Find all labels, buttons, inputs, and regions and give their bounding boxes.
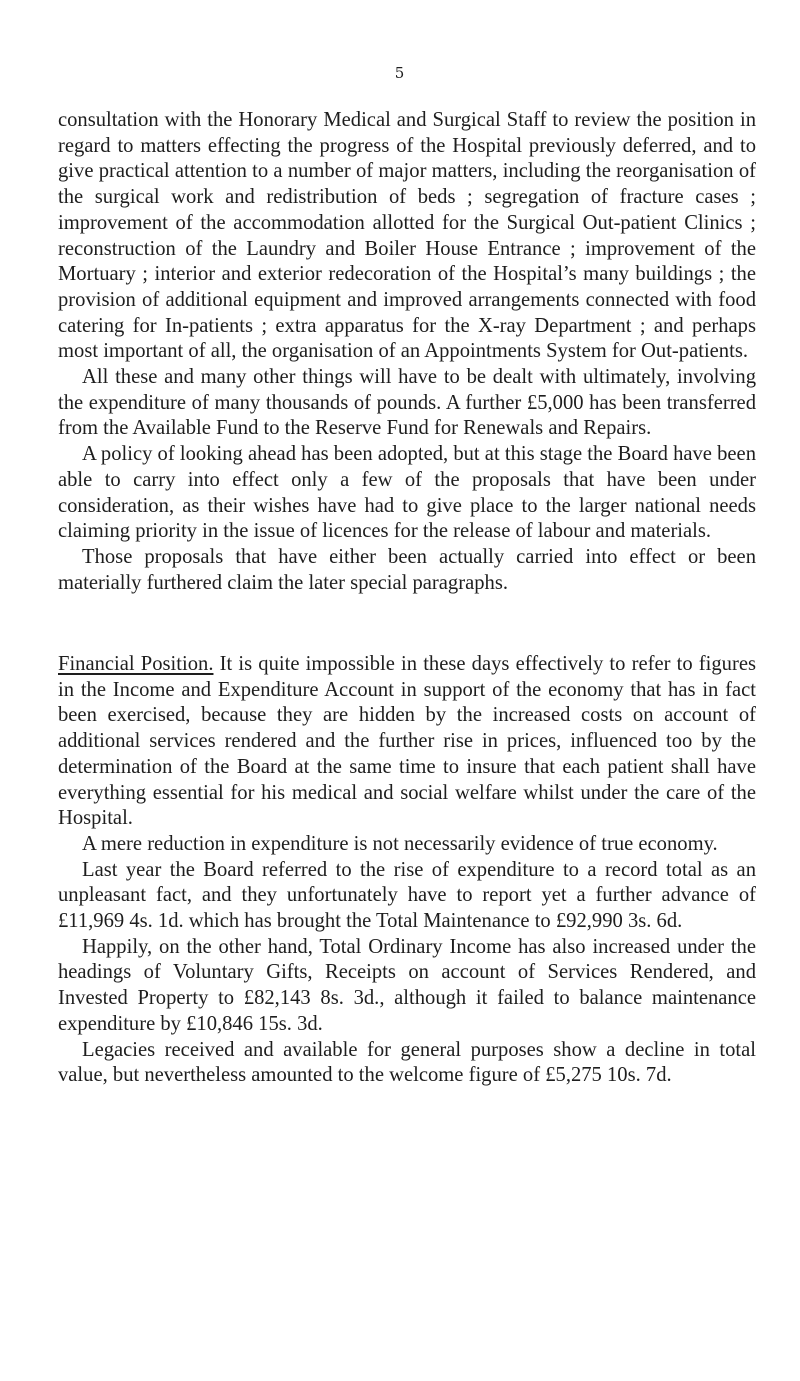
financial-position-section	[58, 652, 756, 1089]
paragraph-financial-intro	[58, 652, 756, 832]
section-heading-financial-position: Financial Position.	[58, 653, 214, 675]
paragraph-legacies: Legacies received and available for general purposes show a decline in total value, but nevertheless amounted to the welcome figure of £5,275 10s. 7d.	[58, 1038, 756, 1087]
paragraph-economy: A mere reduction in expenditure is not necessarily evidence of true economy.	[82, 832, 718, 855]
paragraph-future-expenditure: All these and many other things will have to be dealt with ultimately, involving the expenditure of many thousands of pounds. A further £5,000 has been transferred from the Available Fund to the Reserve Fund for Renewals and Repairs.	[58, 366, 756, 440]
opening-text-block	[58, 108, 756, 596]
financial-intro-text: It is quite impossible in these days effectively to refer to figures in the Income and Expenditure Account in support of the economy that has in fact been exercised, because they are hidden by the increased costs on account of additional services rendered and the further rise in prices, influenced too by the determination of the Board at the same time to insure that each patient shall have everything essential for his medical and social welfare whilst under the care of the Hospital.	[58, 653, 756, 830]
page-number: 5	[394, 64, 406, 82]
paragraph-policy: A policy of looking ahead has been adopted, but at this stage the Board have been able to carry into effect only a few of the proposals that have been under consideration, as their wishes have had to give place to the larger national needs claiming priority in the issue of licences for the release of labour and materials.	[58, 443, 756, 543]
paragraph-proposals: Those proposals that have either been actually carried into effect or been materially furthered claim the later special paragraphs.	[58, 545, 756, 594]
paragraph-consultation: consultation with the Honorary Medical and Surgical Staff to review the position in regard to matters effecting the progress of the Hospital previously deferred, and to give practical attention to a number of major matters, including the reorganisation of the surgical work and redistribution of beds ; segregation of fracture cases ; improvement of the accommodation allotted for the Surgical Out-patient Clinics ; reconstruction of the Laundry and Boiler House Entrance ; improvement of the Mortuary ; interior and exterior redecoration of the Hospital’s many buildings ; the provision of additional equipment and improved arrangements connected with food catering for In-patients ; extra apparatus for the X-ray Department ; and perhaps most important of all, the organisation of an Appointments System for Out-patients.	[58, 109, 756, 363]
paragraph-maintenance: Last year the Board referred to the rise of expenditure to a record total as an unpleasant fact, and they unfortunately have to report yet a further advance of £11,969 4s. 1d. which has brought the Total Maintenance to £92,990 3s. 6d.	[58, 858, 756, 933]
paragraph-income: Happily, on the other hand, Total Ordinary Income has also increased under the headings of Voluntary Gifts, Receipts on account of Services Rendered, and Invested Property to £82,143 8s. 3d., although it failed to balance maintenance expenditure by £10,846 15s. 3d.	[58, 935, 756, 1035]
